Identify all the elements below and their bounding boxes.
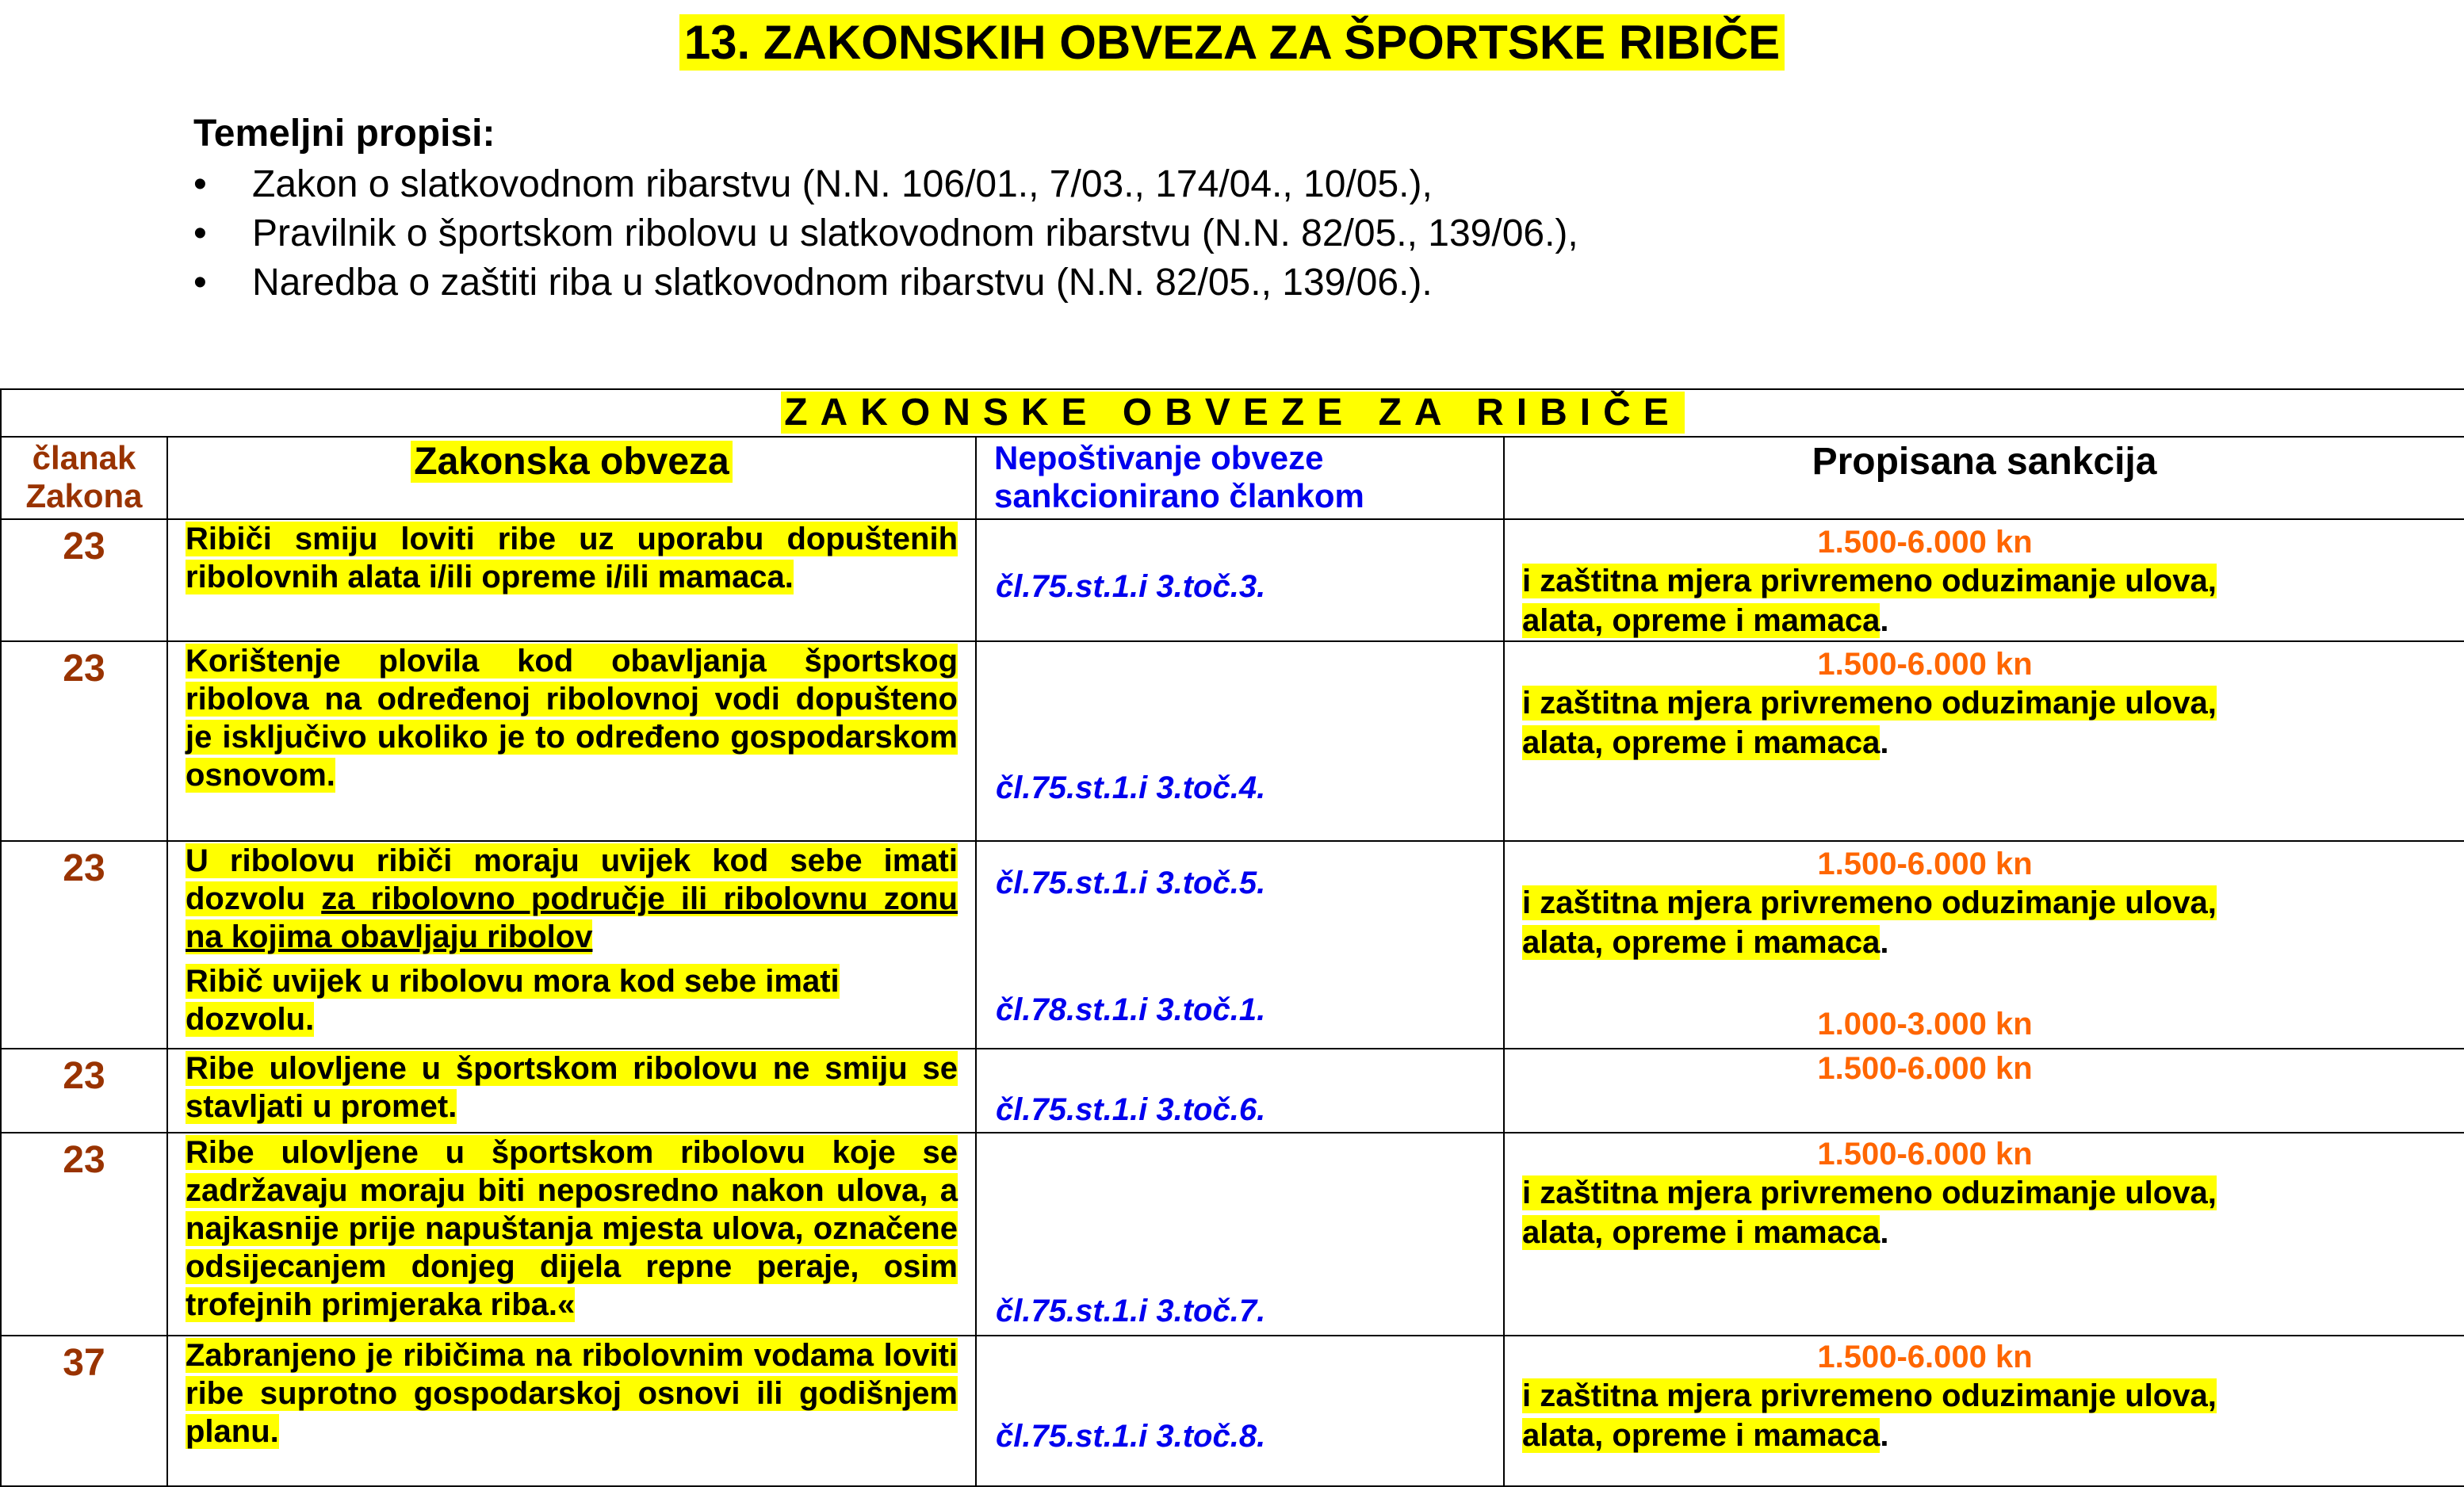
bullet-icon: • [193, 262, 207, 304]
obligation-cell: Korištenje plovila kod obavljanja športskog ribolova na određenoj ribolovnoj vodi dopušteno je isključivo ukoliko je to određeno gospodarskom osnovom. [167, 641, 976, 841]
list-item: • Zakon o slatkovodnom ribarstvu (N.N. 106/01., 7/03., 174/04., 10/05.), [193, 160, 1578, 209]
obligation-cell: Ribe ulovljene u športskom ribolovu koje se zadržavaju moraju biti neposredno nakon ulova, a najkasnije prije napuštanja mjesta ulova, označene odsijecanjem donjeg dijela repne peraje, osim trofejnih primjeraka riba.« [167, 1133, 976, 1336]
list-item: • Pravilnik o športskom ribolovu u slatkovodnom ribarstvu (N.N. 82/05., 139/06.), [193, 209, 1578, 258]
fine-amount: 1.500-6.000 kn [1817, 525, 2033, 560]
obligation-cell: Ribiči smiju loviti ribe uz uporabu dopuštenih ribolovnih alata i/ili opreme i/ili mamaca. [167, 519, 976, 641]
obligation-cell: Zabranjeno je ribičima na ribolovnim vodama loviti ribe suprotno gospodarskoj osnovi ili godišnjem planu. [167, 1336, 976, 1486]
table-row [1, 841, 2464, 1049]
fine-amount: 1.500-6.000 kn [1817, 647, 2033, 682]
header-violation: Nepoštivanje obveze sankcionirano člankom [976, 437, 1504, 519]
fine-amount: 1.500-6.000 kn [1817, 1051, 2033, 1086]
violation-ref: čl.75.st.1.i 3.toč.4. [996, 770, 1266, 805]
article-number: 23 [1, 841, 167, 1049]
obligations-table [0, 388, 2464, 1487]
header-article: članak Zakona [1, 437, 167, 519]
protective-measure: i zaštitna mjera privremeno oduzimanje ulova, alata, opreme i mamaca. [1522, 564, 2217, 638]
sanction-cell [1504, 519, 2464, 641]
violation-cell [976, 1133, 1504, 1336]
violation-cell [976, 641, 1504, 841]
violation-ref: čl.75.st.1.i 3.toč.5. [996, 866, 1266, 900]
bullet-icon: • [193, 212, 207, 254]
violation-cell [976, 841, 1504, 1049]
violation-ref: čl.78.st.1.i 3.toč.1. [996, 992, 1266, 1027]
sanction-cell [1504, 1336, 2464, 1486]
fine-amount: 1.500-6.000 kn [1817, 1340, 2033, 1374]
protective-measure: i zaštitna mjera privremeno oduzimanje ulova, alata, opreme i mamaca. [1522, 1175, 2217, 1250]
protective-measure: i zaštitna mjera privremeno oduzimanje ulova, alata, opreme i mamaca. [1522, 1378, 2217, 1453]
violation-cell [976, 519, 1504, 641]
fine-amount: 1.000-3.000 kn [1817, 1007, 2033, 1042]
article-number: 23 [1, 641, 167, 841]
basic-regulations [193, 109, 1578, 308]
article-number: 23 [1, 1133, 167, 1336]
table-header-row [1, 437, 2464, 519]
violation-cell [976, 1049, 1504, 1133]
sanction-cell [1504, 641, 2464, 841]
protective-measure: i zaštitna mjera privremeno oduzimanje ulova, alata, opreme i mamaca. [1522, 885, 2217, 960]
basic-regulations-heading: Temeljni propisi: [193, 113, 495, 155]
article-number: 37 [1, 1336, 167, 1486]
header-sanction: Propisana sankcija [1504, 437, 2464, 519]
sanction-cell [1504, 1133, 2464, 1336]
obligation-cell: Ribe ulovljene u športskom ribolovu ne smiju se stavljati u promet. [167, 1049, 976, 1133]
page-title: 13. ZAKONSKIH OBVEZA ZA ŠPORTSKE RIBIČE [0, 11, 2464, 75]
regulations-list [193, 160, 1578, 308]
article-number: 23 [1, 1049, 167, 1133]
fine-amount: 1.500-6.000 kn [1817, 847, 2033, 881]
list-item: • Naredba o zaštiti riba u slatkovodnom ribarstvu (N.N. 82/05., 139/06.). [193, 258, 1578, 308]
table-row [1, 519, 2464, 641]
table-banner: ZAKONSKE OBVEZE ZA RIBIČE [1, 389, 2464, 437]
sanction-cell [1504, 841, 2464, 1049]
table-row [1, 1336, 2464, 1486]
article-number: 23 [1, 519, 167, 641]
violation-ref: čl.75.st.1.i 3.toč.3. [996, 569, 1266, 604]
protective-measure: i zaštitna mjera privremeno oduzimanje ulova, alata, opreme i mamaca. [1522, 686, 2217, 760]
violation-ref: čl.75.st.1.i 3.toč.7. [996, 1294, 1266, 1328]
table-row [1, 641, 2464, 841]
violation-cell [976, 1336, 1504, 1486]
obligation-cell: U ribolovu ribiči moraju uvijek kod sebe imati dozvolu za ribolovno područje ili ribolovnu zonu na kojima obavljaju ribolov Ribič uvijek u ribolovu mora kod sebe imati dozvolu. [167, 841, 976, 1049]
table-row [1, 1049, 2464, 1133]
table-row [1, 1133, 2464, 1336]
violation-ref: čl.75.st.1.i 3.toč.6. [996, 1092, 1266, 1127]
violation-ref: čl.75.st.1.i 3.toč.8. [996, 1419, 1266, 1454]
sanction-cell [1504, 1049, 2464, 1133]
bullet-icon: • [193, 163, 207, 205]
header-obligation: Zakonska obveza [167, 437, 976, 519]
fine-amount: 1.500-6.000 kn [1817, 1137, 2033, 1172]
